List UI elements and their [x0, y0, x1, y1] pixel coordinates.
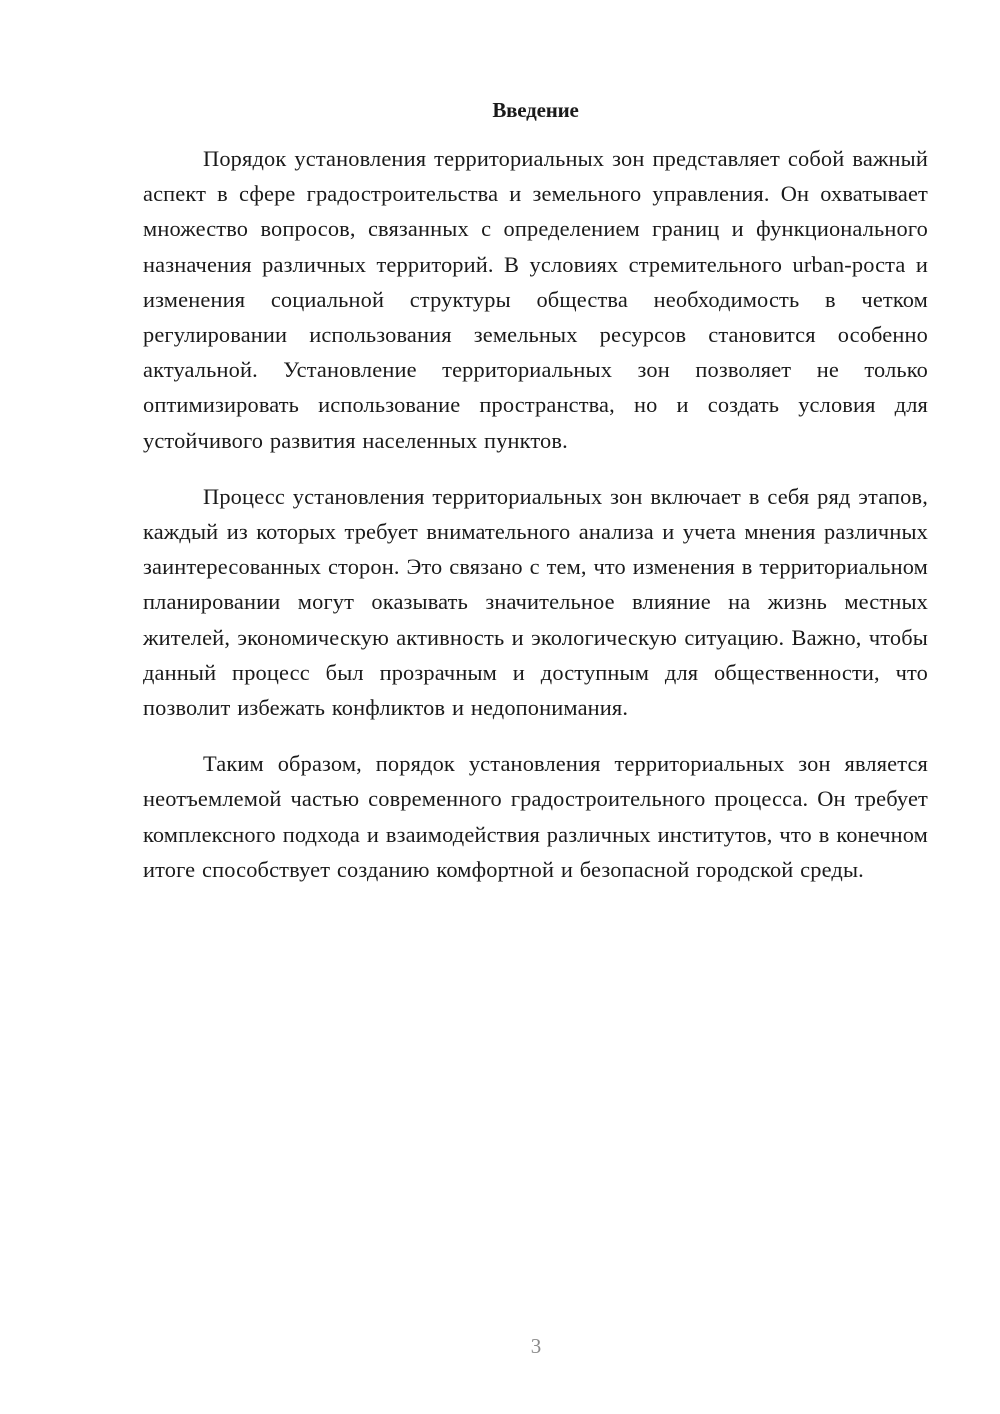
- page-number: 3: [530, 1334, 542, 1358]
- paragraph-3: Таким образом, порядок установления территориальных зон является неотъемлемой частью современного градостроительного процесса. Он требует комплексного подхода и взаимодействия различных институтов, что в конечном итоге способствует созданию комфортной и безопасной городской среды.: [143, 751, 928, 882]
- paragraph-2: Процесс установления территориальных зон включает в себя ряд этапов, каждый из которых требует внимательного анализа и учета мнения различных заинтересованных сторон. Это связано с тем, что изменения в территориальном планировании могут оказывать значительное влияние на жизнь местных жителей, экономическую активность и экологическую ситуацию. Важно, чтобы данный процесс был прозрачным и доступным для общественности, что позволит избежать конфликтов и недопонимания.: [143, 483, 928, 721]
- section-heading: Введение: [492, 98, 579, 122]
- paragraph-1: Порядок установления территориальных зон представляет собой важный аспект в сфере градостроительства и земельного управления. Он охватывает множество вопросов, связанных с определением границ и функционального назначения различных территорий. В условиях стремительного urban-роста и изменения социальной структуры общества необходимость в четком регулировании использования земельных ресурсов становится особенно актуальной. Установление территориальных зон позволяет не только оптимизировать использование пространства, но и создать условия для устойчивого развития населенных пунктов.: [143, 146, 928, 453]
- page-content: [143, 96, 928, 908]
